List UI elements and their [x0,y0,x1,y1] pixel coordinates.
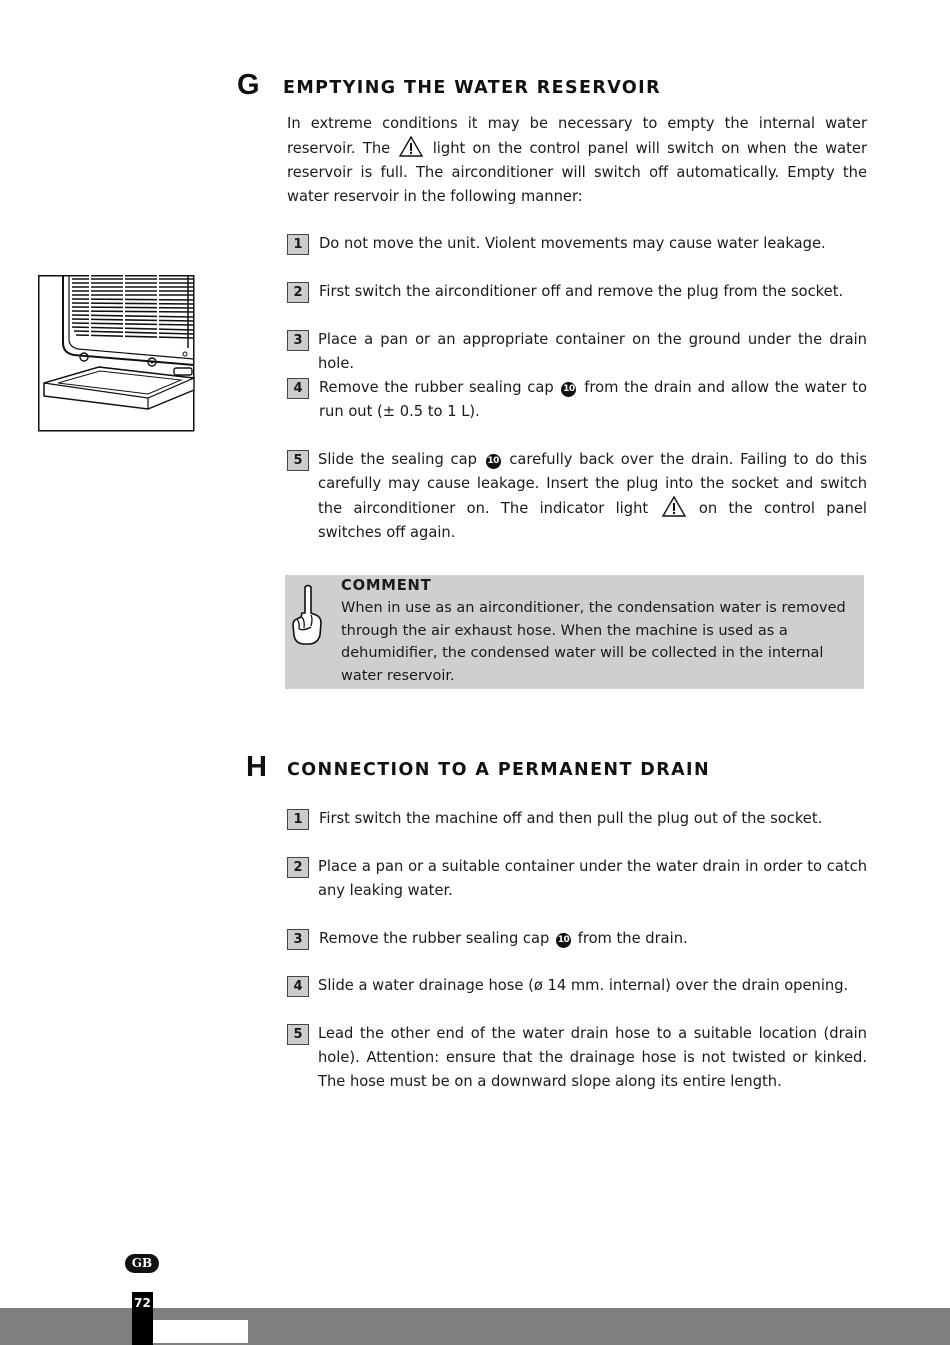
step-number: 3 [287,330,309,351]
page-number-tab [132,1292,153,1345]
step-number: 1 [287,234,309,255]
reference-number-badge: 10 [556,933,571,948]
step-text: Do not move the unit. Violent movements may cause water leakage. [319,235,826,252]
page-number: 72 [134,1296,151,1310]
step-text: First switch the airconditioner off and remove the plug from the socket. [319,283,844,300]
reference-number-badge: 10 [561,382,576,397]
step-text-part: from the drain and allow the water to run out (± 0.5 to 1 L). [319,379,867,420]
step-text [319,376,867,424]
section-title-h: CONNECTION TO A PERMANENT DRAIN [287,760,711,780]
intro-text-2: light on the control panel will switch on when the water reservoir is full. The airconditioner will switch off automatically. Empty the water reservoir in the following manner: [287,140,867,205]
step-number: 1 [287,809,309,830]
step-number: 5 [287,450,309,471]
step-text: Place a pan or a suitable container under the water drain in order to catch any leaking water. [318,858,867,899]
warning-triangle-icon [662,496,686,517]
step-text-part: from the drain. [577,930,688,947]
step-text-part: Slide the sealing cap [318,451,477,468]
step-number: 5 [287,1024,309,1045]
comment-box [285,575,864,689]
warning-triangle-icon [399,136,423,157]
section-letter-g: G [237,69,260,101]
section-title-g: EMPTYING THE WATER RESERVOIR [283,78,661,98]
comment-text: When in use as an airconditioner, the condensation water is removed through the air exhaust hose. When the machine is used as a dehumidifier, the condensed water will be collected in the internal water reservoir. [341,600,846,684]
step-number: 2 [287,282,309,303]
step-number: 4 [287,378,309,399]
section-letter-h: H [246,751,267,783]
step-text [319,927,867,951]
intro-paragraph [287,112,867,209]
step-number: 3 [287,929,309,950]
intro-text-1: In extreme conditions it may be necessary to empty the internal water reservoir. The [287,115,867,157]
step-text-part: Remove the rubber sealing cap [319,930,550,947]
step-number: 2 [287,857,309,878]
step-text-part: on the control panel switches off again. [318,500,867,541]
step-text: Place a pan or an appropriate container on the ground under the drain hole. [318,331,867,372]
comment-title: COMMENT [341,577,432,594]
drain-tray-illustration [38,275,195,432]
step-text-part: carefully back over the drain. Failing to do this carefully may cause leakage. Insert the plug into the socket and switch the airconditioner on. The indicator light [318,451,868,517]
pointing-hand-icon [291,583,323,645]
footer-white-tab [153,1320,248,1343]
language-badge: GB [125,1254,159,1273]
reference-number-badge: 10 [486,454,501,469]
step-text-part: Remove the rubber sealing cap [319,379,554,396]
step-text: First switch the machine off and then pull the plug out of the socket. [319,810,823,827]
step-text: Slide a water drainage hose (ø 14 mm. internal) over the drain opening. [318,977,849,994]
step-text [318,448,867,545]
step-number: 4 [287,976,309,997]
step-text: Lead the other end of the water drain hose to a suitable location (drain hole). Attention: ensure that the drainage hose is not twisted or kinked. The hose must be on a downward slope along its entire length. [318,1025,867,1090]
